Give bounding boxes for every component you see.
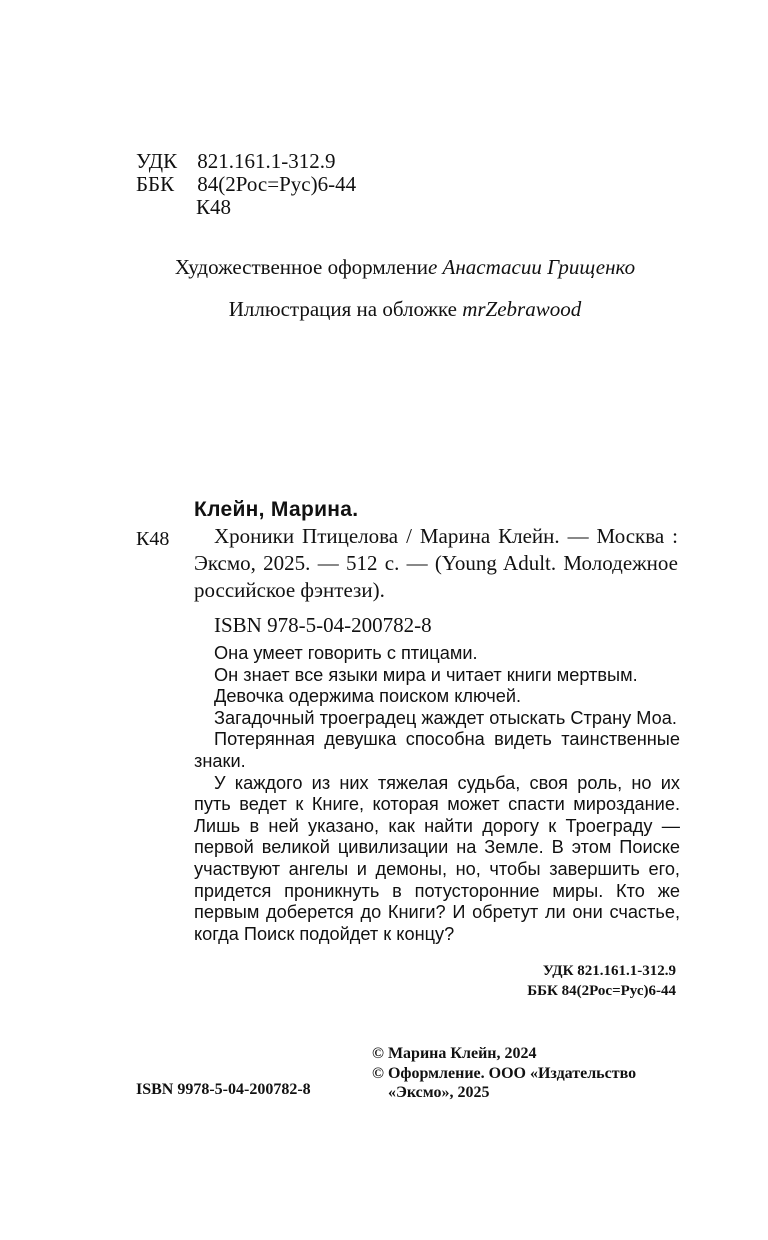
annotation-paragraph: Загадочный троеградец жаждет отыскать Страну Моа. <box>214 707 677 728</box>
bbk-row <box>136 173 356 196</box>
copyright-author: © Марина Клейн, 2024 <box>372 1045 537 1062</box>
udk-label: УДК <box>136 149 178 173</box>
design-credit-prefix: Художественное оформлени <box>174 255 428 279</box>
classification-codes <box>136 150 356 219</box>
copyright-design-continued: «Эксмо», 2025 <box>388 1084 490 1101</box>
cover-credit <box>0 288 768 330</box>
cover-credit-prefix: Иллюстрация на обложке <box>228 297 463 321</box>
annotation-paragraph: Она умеет говорить с птицами. <box>214 643 478 663</box>
design-credit <box>0 246 768 288</box>
credits <box>0 246 768 330</box>
entry-author-mark: К48 <box>136 528 170 550</box>
udk-summary: УДК 821.161.1-312.9 <box>542 963 676 979</box>
designer-name: е Анастасии Грищенко <box>427 255 636 279</box>
copyright-block <box>372 1044 636 1103</box>
bbk-summary: ББК 84(2Рос=Рус)6-44 <box>527 983 676 999</box>
entry-author: Клейн, Марина. <box>194 498 359 521</box>
copyright-design: © Оформление. ООО «Издательство <box>372 1064 637 1082</box>
annotation-paragraph: Он знает все языки мира и читает книги мертвым. <box>214 664 638 685</box>
annotation-paragraph: У каждого из них тяжелая судьба, своя роль, но их путь ведет к Книге, которая может спасти мироздание. Лишь в ней указано, как найти дорогу к Троеграду — первой великой цивилизации на Земле. В этом Поиске участвуют ангелы и демоны, но, чтобы завершить его, придется проникнуть в потусторонние миры. Кто же первым доберется до Книги? И обретут ли они счастье, когда Поиск подойдет к концу? <box>194 772 680 944</box>
udk-row <box>136 150 356 173</box>
bbk-label: ББК <box>136 172 175 196</box>
annotation-paragraph: Девочка одержима поиском ключей. <box>214 686 522 707</box>
footer-isbn: ISBN 9978-5-04-200782-8 <box>136 1081 311 1098</box>
annotation <box>194 643 680 945</box>
catalog-entry <box>194 496 678 639</box>
illustrator-name: mrZebrawood <box>462 297 582 321</box>
udk-value: 821.161.1-312.9 <box>197 149 336 173</box>
entry-isbn: ISBN 978-5-04-200782-8 <box>214 613 432 637</box>
bibliographic-description: Хроники Птицелова / Марина Клейн. — Москва : Эксмо, 2025. — 512 с. — (Young Adult. Молодежное российское фэнтези). <box>194 524 678 602</box>
annotation-paragraph: Потерянная девушка способна видеть таинственные знаки. <box>194 729 680 771</box>
bbk-value: 84(2Рос=Рус)6-44 <box>197 172 357 196</box>
classification-summary <box>527 961 676 1001</box>
author-mark: К48 <box>196 195 232 219</box>
